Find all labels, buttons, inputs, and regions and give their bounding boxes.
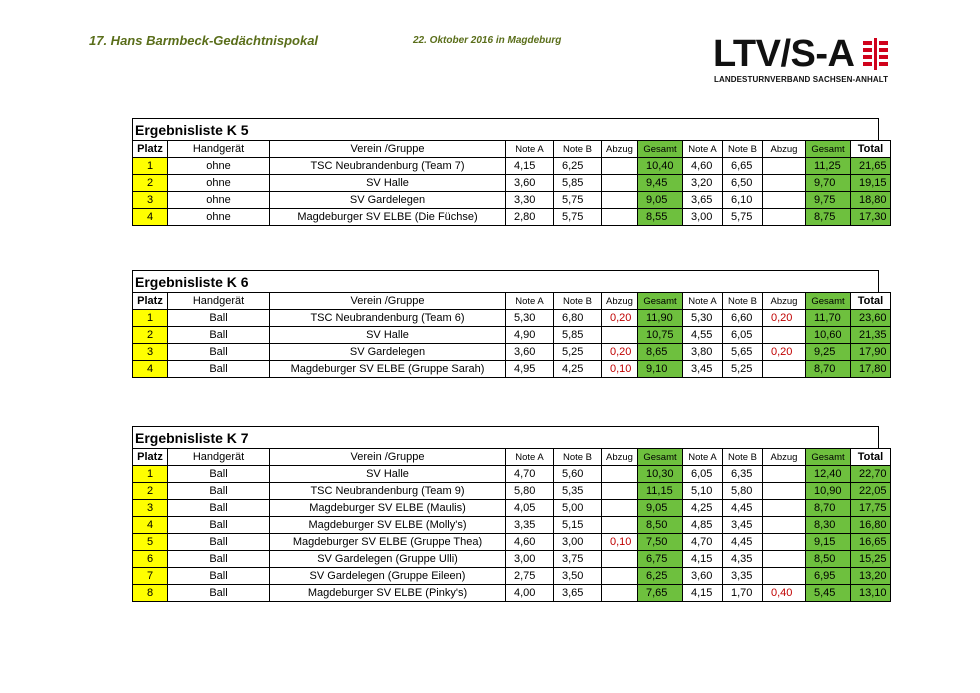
note-b-1-cell: 5,15: [554, 517, 602, 534]
total-2-cell: 11,70: [806, 310, 851, 327]
place-cell: 2: [133, 175, 168, 192]
total-2-cell: 8,50: [806, 551, 851, 568]
grand-total-cell: 13,20: [851, 568, 891, 585]
grand-total-cell: 17,75: [851, 500, 891, 517]
deduction-1-cell: [602, 466, 638, 483]
note-b-2-cell: 4,45: [723, 500, 763, 517]
col-gesamt-2-header: Gesamt: [806, 293, 851, 310]
col-total-header: Total: [851, 449, 891, 466]
club-cell: TSC Neubrandenburg (Team 9): [270, 483, 506, 500]
total-1-cell: 8,50: [638, 517, 683, 534]
ltv-logo: [713, 33, 889, 86]
note-a-1-cell: 2,75: [506, 568, 554, 585]
note-a-1-cell: 3,30: [506, 192, 554, 209]
event-date: 22. Oktober 2016 in Magdeburg: [413, 35, 562, 46]
grand-total-cell: 13,10: [851, 585, 891, 602]
total-2-cell: 6,95: [806, 568, 851, 585]
note-b-1-cell: 5,85: [554, 175, 602, 192]
results-list-k6: [132, 270, 887, 378]
table-row: [133, 209, 891, 226]
deduction-2-cell: [763, 568, 806, 585]
note-b-1-cell: 5,75: [554, 192, 602, 209]
note-a-2-cell: 4,70: [683, 534, 723, 551]
note-b-2-cell: 4,35: [723, 551, 763, 568]
table-header-row: [133, 293, 891, 310]
col-handgeraet-header: Handgerät: [168, 449, 270, 466]
deduction-2-cell: 0,20: [763, 310, 806, 327]
place-cell: 8: [133, 585, 168, 602]
note-a-1-cell: 4,00: [506, 585, 554, 602]
list-title: Ergebnisliste K 5: [132, 118, 879, 140]
total-1-cell: 7,65: [638, 585, 683, 602]
table-row: [133, 466, 891, 483]
total-1-cell: 11,15: [638, 483, 683, 500]
note-a-1-cell: 4,05: [506, 500, 554, 517]
col-verein-header: Verein /Gruppe: [270, 293, 506, 310]
note-b-2-cell: 6,05: [723, 327, 763, 344]
col-abzug-2-header: Abzug: [763, 141, 806, 158]
note-a-2-cell: 5,30: [683, 310, 723, 327]
note-b-2-cell: 5,25: [723, 361, 763, 378]
col-gesamt-1-header: Gesamt: [638, 293, 683, 310]
total-2-cell: 12,40: [806, 466, 851, 483]
note-b-2-cell: 3,45: [723, 517, 763, 534]
place-cell: 7: [133, 568, 168, 585]
club-cell: SV Gardelegen: [270, 192, 506, 209]
deduction-2-cell: [763, 551, 806, 568]
note-a-1-cell: 4,90: [506, 327, 554, 344]
deduction-1-cell: [602, 158, 638, 175]
note-a-1-cell: 4,60: [506, 534, 554, 551]
note-a-2-cell: 3,00: [683, 209, 723, 226]
list-title: Ergebnisliste K 6: [132, 270, 879, 292]
deduction-1-cell: [602, 551, 638, 568]
total-1-cell: 9,05: [638, 192, 683, 209]
total-2-cell: 9,25: [806, 344, 851, 361]
note-a-2-cell: 4,15: [683, 585, 723, 602]
deduction-2-cell: [763, 361, 806, 378]
note-a-1-cell: 5,80: [506, 483, 554, 500]
results-table: [132, 140, 891, 226]
col-note-b-2-header: Note B: [723, 449, 763, 466]
apparatus-cell: Ball: [168, 344, 270, 361]
col-note-b-1-header: Note B: [554, 293, 602, 310]
deduction-1-cell: [602, 517, 638, 534]
col-verein-header: Verein /Gruppe: [270, 449, 506, 466]
note-a-1-cell: 5,30: [506, 310, 554, 327]
note-a-2-cell: 4,25: [683, 500, 723, 517]
note-a-2-cell: 3,65: [683, 192, 723, 209]
total-2-cell: 10,60: [806, 327, 851, 344]
note-a-2-cell: 6,05: [683, 466, 723, 483]
table-row: [133, 310, 891, 327]
table-header-row: [133, 141, 891, 158]
deduction-2-cell: [763, 158, 806, 175]
deduction-1-cell: [602, 585, 638, 602]
total-1-cell: 6,75: [638, 551, 683, 568]
apparatus-cell: Ball: [168, 534, 270, 551]
club-cell: Magdeburger SV ELBE (Gruppe Sarah): [270, 361, 506, 378]
deduction-2-cell: [763, 466, 806, 483]
col-abzug-1-header: Abzug: [602, 293, 638, 310]
total-2-cell: 8,70: [806, 500, 851, 517]
col-note-a-1-header: Note A: [506, 141, 554, 158]
place-cell: 1: [133, 158, 168, 175]
grand-total-cell: 17,80: [851, 361, 891, 378]
total-1-cell: 10,30: [638, 466, 683, 483]
deduction-1-cell: [602, 500, 638, 517]
total-1-cell: 7,50: [638, 534, 683, 551]
note-a-2-cell: 4,15: [683, 551, 723, 568]
total-2-cell: 9,70: [806, 175, 851, 192]
place-cell: 1: [133, 466, 168, 483]
note-a-2-cell: 3,80: [683, 344, 723, 361]
total-1-cell: 9,10: [638, 361, 683, 378]
note-b-1-cell: 6,25: [554, 158, 602, 175]
grand-total-cell: 19,15: [851, 175, 891, 192]
note-a-2-cell: 4,85: [683, 517, 723, 534]
place-cell: 6: [133, 551, 168, 568]
club-cell: SV Gardelegen (Gruppe Ulli): [270, 551, 506, 568]
total-1-cell: 10,40: [638, 158, 683, 175]
note-a-2-cell: 3,60: [683, 568, 723, 585]
table-row: [133, 192, 891, 209]
apparatus-cell: Ball: [168, 483, 270, 500]
note-a-2-cell: 5,10: [683, 483, 723, 500]
total-1-cell: 9,45: [638, 175, 683, 192]
note-b-1-cell: 3,75: [554, 551, 602, 568]
list-title: Ergebnisliste K 7: [132, 426, 879, 448]
table-row: [133, 551, 891, 568]
apparatus-cell: Ball: [168, 327, 270, 344]
total-1-cell: 6,25: [638, 568, 683, 585]
apparatus-cell: Ball: [168, 361, 270, 378]
col-note-a-1-header: Note A: [506, 449, 554, 466]
results-list-k7: [132, 426, 887, 602]
col-total-header: Total: [851, 293, 891, 310]
total-2-cell: 8,30: [806, 517, 851, 534]
col-note-b-2-header: Note B: [723, 141, 763, 158]
note-a-1-cell: 4,70: [506, 466, 554, 483]
note-a-2-cell: 4,60: [683, 158, 723, 175]
grand-total-cell: 17,90: [851, 344, 891, 361]
grand-total-cell: 18,80: [851, 192, 891, 209]
note-b-2-cell: 5,65: [723, 344, 763, 361]
grand-total-cell: 17,30: [851, 209, 891, 226]
eagle-stripes-icon: [863, 38, 888, 72]
note-a-2-cell: 4,55: [683, 327, 723, 344]
note-b-2-cell: 3,35: [723, 568, 763, 585]
note-b-1-cell: 3,00: [554, 534, 602, 551]
col-platz-header: Platz: [133, 141, 168, 158]
col-gesamt-1-header: Gesamt: [638, 141, 683, 158]
col-handgeraet-header: Handgerät: [168, 293, 270, 310]
note-a-1-cell: 2,80: [506, 209, 554, 226]
apparatus-cell: ohne: [168, 158, 270, 175]
note-b-2-cell: 1,70: [723, 585, 763, 602]
total-2-cell: 11,25: [806, 158, 851, 175]
table-row: [133, 517, 891, 534]
note-a-1-cell: 3,60: [506, 344, 554, 361]
table-row: [133, 585, 891, 602]
deduction-1-cell: 0,10: [602, 361, 638, 378]
apparatus-cell: Ball: [168, 466, 270, 483]
place-cell: 1: [133, 310, 168, 327]
note-a-1-cell: 4,15: [506, 158, 554, 175]
deduction-1-cell: [602, 327, 638, 344]
note-b-2-cell: 5,75: [723, 209, 763, 226]
col-abzug-2-header: Abzug: [763, 449, 806, 466]
col-total-header: Total: [851, 141, 891, 158]
total-1-cell: 8,55: [638, 209, 683, 226]
club-cell: Magdeburger SV ELBE (Maulis): [270, 500, 506, 517]
grand-total-cell: 16,80: [851, 517, 891, 534]
apparatus-cell: Ball: [168, 551, 270, 568]
col-note-a-1-header: Note A: [506, 293, 554, 310]
results-table: [132, 292, 891, 378]
deduction-1-cell: [602, 175, 638, 192]
deduction-1-cell: 0,10: [602, 534, 638, 551]
deduction-2-cell: [763, 483, 806, 500]
grand-total-cell: 22,70: [851, 466, 891, 483]
col-platz-header: Platz: [133, 449, 168, 466]
grand-total-cell: 22,05: [851, 483, 891, 500]
apparatus-cell: Ball: [168, 500, 270, 517]
note-b-1-cell: 4,25: [554, 361, 602, 378]
note-b-1-cell: 5,60: [554, 466, 602, 483]
col-note-a-2-header: Note A: [683, 141, 723, 158]
apparatus-cell: ohne: [168, 209, 270, 226]
total-1-cell: 9,05: [638, 500, 683, 517]
total-1-cell: 11,90: [638, 310, 683, 327]
table-row: [133, 344, 891, 361]
club-cell: Magdeburger SV ELBE (Die Füchse): [270, 209, 506, 226]
note-b-1-cell: 3,65: [554, 585, 602, 602]
deduction-1-cell: 0,20: [602, 344, 638, 361]
total-2-cell: 9,15: [806, 534, 851, 551]
note-b-2-cell: 6,50: [723, 175, 763, 192]
club-cell: Magdeburger SV ELBE (Gruppe Thea): [270, 534, 506, 551]
note-a-2-cell: 3,20: [683, 175, 723, 192]
note-a-1-cell: 3,60: [506, 175, 554, 192]
note-b-1-cell: 5,75: [554, 209, 602, 226]
place-cell: 5: [133, 534, 168, 551]
note-b-2-cell: 6,35: [723, 466, 763, 483]
col-gesamt-2-header: Gesamt: [806, 449, 851, 466]
col-abzug-1-header: Abzug: [602, 141, 638, 158]
table-row: [133, 500, 891, 517]
col-handgeraet-header: Handgerät: [168, 141, 270, 158]
place-cell: 3: [133, 192, 168, 209]
apparatus-cell: Ball: [168, 585, 270, 602]
note-b-2-cell: 6,65: [723, 158, 763, 175]
total-1-cell: 10,75: [638, 327, 683, 344]
col-note-a-2-header: Note A: [683, 293, 723, 310]
deduction-1-cell: [602, 192, 638, 209]
logo-subtitle: LANDESTURNVERBAND SACHSEN-ANHALT: [714, 75, 889, 84]
deduction-2-cell: [763, 534, 806, 551]
note-b-2-cell: 4,45: [723, 534, 763, 551]
col-abzug-1-header: Abzug: [602, 449, 638, 466]
place-cell: 3: [133, 344, 168, 361]
note-b-2-cell: 6,60: [723, 310, 763, 327]
col-gesamt-1-header: Gesamt: [638, 449, 683, 466]
note-a-2-cell: 3,45: [683, 361, 723, 378]
deduction-2-cell: 0,40: [763, 585, 806, 602]
deduction-2-cell: [763, 500, 806, 517]
col-note-b-1-header: Note B: [554, 449, 602, 466]
col-abzug-2-header: Abzug: [763, 293, 806, 310]
club-cell: SV Halle: [270, 175, 506, 192]
col-note-b-2-header: Note B: [723, 293, 763, 310]
place-cell: 4: [133, 517, 168, 534]
grand-total-cell: 15,25: [851, 551, 891, 568]
club-cell: TSC Neubrandenburg (Team 7): [270, 158, 506, 175]
deduction-2-cell: [763, 209, 806, 226]
col-gesamt-2-header: Gesamt: [806, 141, 851, 158]
deduction-2-cell: 0,20: [763, 344, 806, 361]
note-a-1-cell: 3,35: [506, 517, 554, 534]
note-b-1-cell: 5,00: [554, 500, 602, 517]
note-b-1-cell: 5,25: [554, 344, 602, 361]
logo-text: LTV/S-A: [713, 33, 855, 75]
col-note-a-2-header: Note A: [683, 449, 723, 466]
table-header-row: [133, 449, 891, 466]
table-row: [133, 327, 891, 344]
note-b-1-cell: 3,50: [554, 568, 602, 585]
table-row: [133, 175, 891, 192]
deduction-1-cell: [602, 209, 638, 226]
club-cell: TSC Neubrandenburg (Team 6): [270, 310, 506, 327]
table-row: [133, 361, 891, 378]
note-b-2-cell: 6,10: [723, 192, 763, 209]
deduction-1-cell: [602, 568, 638, 585]
place-cell: 4: [133, 361, 168, 378]
deduction-2-cell: [763, 192, 806, 209]
place-cell: 2: [133, 327, 168, 344]
club-cell: SV Gardelegen (Gruppe Eileen): [270, 568, 506, 585]
table-row: [133, 483, 891, 500]
results-table: [132, 448, 891, 602]
club-cell: SV Halle: [270, 327, 506, 344]
apparatus-cell: Ball: [168, 517, 270, 534]
note-b-1-cell: 5,85: [554, 327, 602, 344]
col-platz-header: Platz: [133, 293, 168, 310]
apparatus-cell: ohne: [168, 192, 270, 209]
grand-total-cell: 23,60: [851, 310, 891, 327]
deduction-1-cell: [602, 483, 638, 500]
apparatus-cell: Ball: [168, 310, 270, 327]
club-cell: Magdeburger SV ELBE (Molly's): [270, 517, 506, 534]
total-2-cell: 10,90: [806, 483, 851, 500]
total-2-cell: 8,70: [806, 361, 851, 378]
col-note-b-1-header: Note B: [554, 141, 602, 158]
place-cell: 4: [133, 209, 168, 226]
note-a-1-cell: 3,00: [506, 551, 554, 568]
place-cell: 2: [133, 483, 168, 500]
table-row: [133, 568, 891, 585]
total-2-cell: 5,45: [806, 585, 851, 602]
grand-total-cell: 21,65: [851, 158, 891, 175]
table-row: [133, 158, 891, 175]
grand-total-cell: 21,35: [851, 327, 891, 344]
club-cell: SV Halle: [270, 466, 506, 483]
table-row: [133, 534, 891, 551]
deduction-2-cell: [763, 327, 806, 344]
apparatus-cell: Ball: [168, 568, 270, 585]
total-1-cell: 8,65: [638, 344, 683, 361]
note-b-1-cell: 5,35: [554, 483, 602, 500]
club-cell: SV Gardelegen: [270, 344, 506, 361]
deduction-1-cell: 0,20: [602, 310, 638, 327]
deduction-2-cell: [763, 517, 806, 534]
event-title: 17. Hans Barmbeck-Gedächtnispokal: [89, 33, 319, 48]
results-list-k5: [132, 118, 887, 226]
total-2-cell: 9,75: [806, 192, 851, 209]
deduction-2-cell: [763, 175, 806, 192]
note-b-1-cell: 6,80: [554, 310, 602, 327]
apparatus-cell: ohne: [168, 175, 270, 192]
club-cell: Magdeburger SV ELBE (Pinky's): [270, 585, 506, 602]
col-verein-header: Verein /Gruppe: [270, 141, 506, 158]
note-a-1-cell: 4,95: [506, 361, 554, 378]
grand-total-cell: 16,65: [851, 534, 891, 551]
place-cell: 3: [133, 500, 168, 517]
note-b-2-cell: 5,80: [723, 483, 763, 500]
total-2-cell: 8,75: [806, 209, 851, 226]
